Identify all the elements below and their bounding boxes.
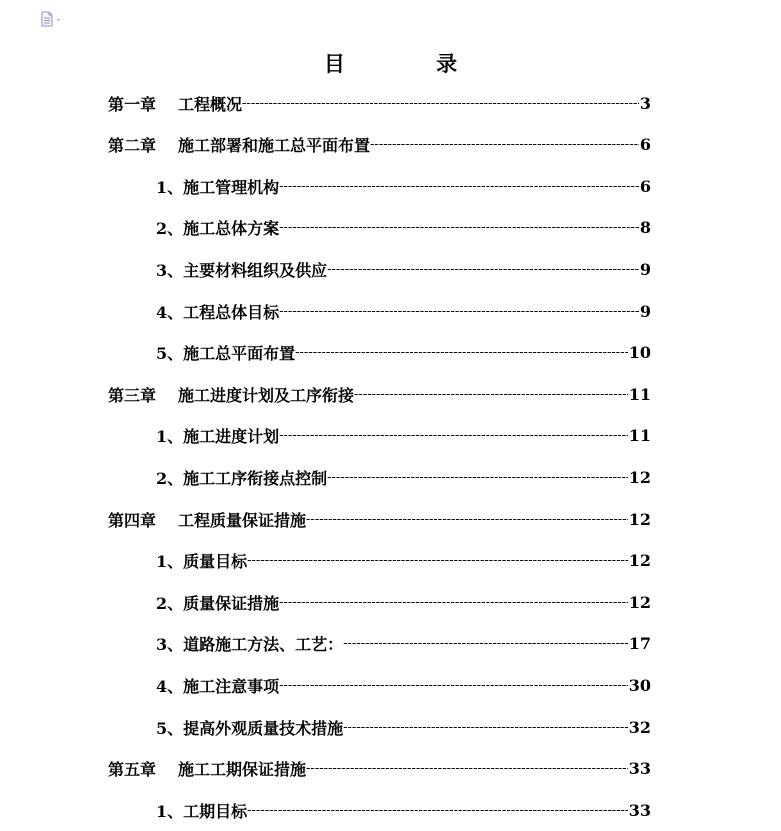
toc-entry-label <box>156 632 343 655</box>
toc-entry-text: 3、道路施工方法、工艺： <box>156 635 344 655</box>
toc-chapter-number: 第二章 <box>108 136 157 156</box>
toc-dot-leader <box>242 91 639 115</box>
toc-dot-leader <box>306 757 628 781</box>
toc-page-number: 3 <box>639 93 651 113</box>
toc-entry-label <box>156 591 279 614</box>
toc-entry-label <box>156 716 343 739</box>
toc-dot-leader <box>327 465 628 489</box>
toc-section-row[interactable] <box>156 216 651 240</box>
toc-entry-label <box>108 757 306 780</box>
toc-dot-leader <box>370 133 639 157</box>
toc-entry-label <box>156 258 327 281</box>
toc-entry-label <box>108 383 354 406</box>
toc-chapter-row[interactable] <box>108 91 651 115</box>
toc-entry-text: 工程概况 <box>178 94 243 114</box>
toc-section-row[interactable] <box>156 715 651 739</box>
toc-page-number: 30 <box>628 675 651 695</box>
toc-chapter-row[interactable] <box>108 507 651 531</box>
toc-entry-label <box>156 424 279 447</box>
toc-page-number: 11 <box>628 426 651 446</box>
toc-entry-text: 4、工程总体目标 <box>156 302 280 322</box>
toc-chapter-number: 第一章 <box>108 94 157 114</box>
toc-entry-text: 施工部署和施工总平面布置 <box>178 136 371 156</box>
toc-page-number: 11 <box>628 384 651 404</box>
toc-dot-leader <box>343 632 628 656</box>
toc-page-number: 12 <box>628 509 651 529</box>
toc-entry-text: 1、施工进度计划 <box>156 427 280 447</box>
toc-dot-leader <box>306 507 628 531</box>
toc-entry-text: 施工进度计划及工序衔接 <box>178 385 355 405</box>
toc-entry-label <box>156 216 279 239</box>
toc-page-number: 9 <box>639 259 651 279</box>
toc-dot-leader <box>279 590 628 614</box>
toc-page-number: 12 <box>628 467 651 487</box>
toc-dot-leader <box>279 673 628 697</box>
toc-entry-text: 1、施工管理机构 <box>156 177 280 197</box>
toc-entry-text: 3、主要材料组织及供应 <box>156 260 328 280</box>
toc-entry-text: 5、提高外观质量技术措施 <box>156 718 344 738</box>
toc-entry-label <box>156 300 279 323</box>
toc-chapter-row[interactable] <box>108 133 651 157</box>
toc-dot-leader <box>279 299 639 323</box>
toc-dot-leader <box>279 424 628 448</box>
toc-entry-text: 2、施工工序衔接点控制 <box>156 468 328 488</box>
toc-chapter-number: 第四章 <box>108 510 157 530</box>
toc-page-number: 9 <box>639 301 651 321</box>
toc-entry-label <box>108 508 306 531</box>
toc-entry-text: 2、质量保证措施 <box>156 593 280 613</box>
toc-entry-label <box>156 549 247 572</box>
toc-page-number: 32 <box>628 717 651 737</box>
toc-section-row[interactable] <box>156 341 651 365</box>
toc-dot-leader <box>327 257 639 281</box>
toc-section-row[interactable] <box>156 590 651 614</box>
toc-dot-leader <box>247 549 628 573</box>
toc-chapter-number: 第三章 <box>108 385 157 405</box>
toc-section-row[interactable] <box>156 632 651 656</box>
toc-entry-label <box>108 92 242 115</box>
toc-dot-leader <box>279 216 639 240</box>
toc-section-row[interactable] <box>156 465 651 489</box>
toc-chapter-row[interactable] <box>108 757 651 781</box>
toc-entry-text: 2、施工总体方案 <box>156 219 280 239</box>
toc-chapter-row[interactable] <box>108 382 651 406</box>
toc-entry-label <box>108 133 370 156</box>
toc-dot-leader <box>343 715 628 739</box>
toc-page-number: 10 <box>628 343 651 363</box>
toc-page-number: 12 <box>628 551 651 571</box>
toc-section-row[interactable] <box>156 798 651 822</box>
toc-entry-text: 施工工期保证措施 <box>178 760 307 780</box>
toc-page-number: 33 <box>628 759 651 779</box>
toc-section-row[interactable] <box>156 549 651 573</box>
toc-dot-leader <box>247 798 628 822</box>
toc-entry-label <box>156 175 279 198</box>
toc-entry-text: 1、工期目标 <box>156 801 248 821</box>
toc-section-row[interactable] <box>156 299 651 323</box>
toc-section-row[interactable] <box>156 424 651 448</box>
toc-entry-text: 4、施工注意事项 <box>156 676 280 696</box>
toc-page-number: 8 <box>639 218 651 238</box>
toc-entry-label <box>156 466 327 489</box>
toc-entry-label <box>156 674 279 697</box>
toc-dot-leader <box>295 341 628 365</box>
toc-page-number: 17 <box>628 634 651 654</box>
toc-dot-leader <box>279 174 639 198</box>
toc-section-row[interactable] <box>156 174 651 198</box>
toc-page-number: 6 <box>639 176 651 196</box>
toc-chapter-number: 第五章 <box>108 760 157 780</box>
toc-entry-text: 工程质量保证措施 <box>178 510 307 530</box>
toc-page-number: 12 <box>628 592 651 612</box>
toc-page-number: 6 <box>639 135 651 155</box>
toc-entry-text: 1、质量目标 <box>156 552 248 572</box>
toc-entry-label <box>156 341 295 364</box>
toc-section-row[interactable] <box>156 257 651 281</box>
toc-entry-label <box>156 799 247 822</box>
toc-page-number: 33 <box>628 800 651 820</box>
toc-title: 目 录 <box>323 51 500 76</box>
toc-dot-leader <box>354 382 628 406</box>
toc-entry-text: 5、施工总平面布置 <box>156 344 296 364</box>
toc-section-row[interactable] <box>156 673 651 697</box>
